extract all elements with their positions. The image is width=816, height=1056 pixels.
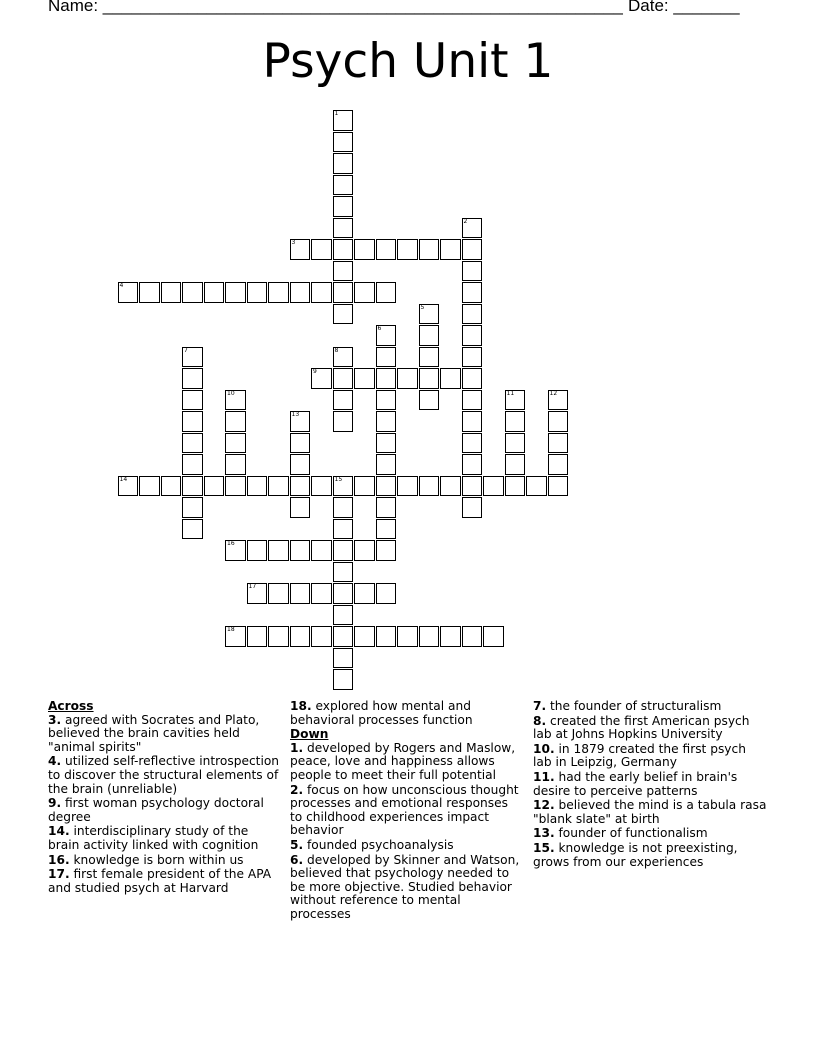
clue-item-number: 17.: [48, 867, 70, 882]
grid-cell[interactable]: [225, 540, 246, 561]
grid-cell[interactable]: [354, 368, 375, 389]
clue-item-text: explored how mental and behavioral processes function: [290, 699, 473, 727]
grid-cell[interactable]: [376, 411, 397, 432]
across-clue-list-continued: [290, 700, 522, 727]
grid-cell[interactable]: [397, 476, 418, 497]
grid-cell[interactable]: [247, 282, 268, 303]
clue-item-text: developed by Skinner and Watson, believed that psychology needed to be more objective. Studied behavior without reference to mental processes: [290, 852, 520, 921]
grid-cell[interactable]: [354, 540, 375, 561]
grid-cell[interactable]: [440, 368, 461, 389]
clue-item: [533, 799, 768, 826]
grid-cell[interactable]: [376, 347, 397, 368]
grid-cell[interactable]: [290, 626, 311, 647]
grid-cell[interactable]: [333, 368, 354, 389]
grid-cell[interactable]: [462, 347, 483, 368]
clue-number: 13: [291, 411, 300, 418]
clue-number: 10: [227, 389, 235, 397]
clue-item-text: in 1879 created the first psych lab in Leipzig, Germany: [533, 741, 746, 770]
grid-cell[interactable]: [268, 476, 289, 497]
clue-number: 8: [334, 346, 339, 354]
grid-cell[interactable]: [419, 368, 440, 389]
grid-cell[interactable]: [333, 153, 354, 174]
grid-cell[interactable]: [333, 110, 354, 131]
grid-cell[interactable]: [462, 325, 483, 346]
grid-cell[interactable]: [311, 368, 332, 389]
grid-cell[interactable]: [204, 282, 225, 303]
grid-cell[interactable]: [376, 282, 397, 303]
clue-item: [48, 825, 280, 852]
grid-cell[interactable]: [483, 626, 504, 647]
clue-number: 18: [227, 626, 235, 633]
clue-number: 7: [184, 346, 188, 354]
grid-cell[interactable]: [118, 282, 139, 303]
grid-cell[interactable]: [505, 454, 526, 475]
grid-cell[interactable]: [333, 626, 354, 647]
grid-cell[interactable]: [182, 347, 203, 368]
grid-cell[interactable]: [419, 626, 440, 647]
grid-cell[interactable]: [182, 519, 203, 540]
clue-item-text: agreed with Socrates and Plato, believed the brain cavities held "animal spirits": [48, 712, 260, 754]
clue-item-number: 16.: [48, 852, 70, 867]
grid-cell[interactable]: [462, 368, 483, 389]
grid-cell[interactable]: [462, 239, 483, 260]
name-field[interactable]: Name: _______________________________________________________: [48, 0, 623, 15]
grid-cell[interactable]: [225, 411, 246, 432]
grid-cell[interactable]: [290, 454, 311, 475]
clue-item-text: first woman psychology doctoral degree: [48, 796, 264, 824]
grid-cell[interactable]: [290, 476, 311, 497]
grid-cell[interactable]: [505, 476, 526, 497]
clue-item-text: founder of functionalism: [554, 826, 708, 841]
grid-cell[interactable]: [462, 282, 483, 303]
clue-item-number: 10.: [533, 741, 555, 756]
grid-cell[interactable]: [419, 304, 440, 325]
grid-cell[interactable]: [483, 476, 504, 497]
grid-cell[interactable]: [247, 626, 268, 647]
grid-cell[interactable]: [462, 411, 483, 432]
clue-item: [533, 842, 768, 869]
grid-cell[interactable]: [333, 175, 354, 196]
grid-cell[interactable]: [161, 476, 182, 497]
clue-item: [533, 743, 768, 770]
clue-item: [48, 854, 280, 868]
grid-cell[interactable]: [354, 583, 375, 604]
grid-cell[interactable]: [505, 411, 526, 432]
grid-cell[interactable]: [548, 433, 569, 454]
clues-column-1: [48, 700, 280, 896]
grid-cell[interactable]: [333, 519, 354, 540]
grid-cell[interactable]: [333, 347, 354, 368]
grid-cell[interactable]: [333, 196, 354, 217]
grid-cell[interactable]: [268, 626, 289, 647]
clue-item-text: the founder of structuralism: [546, 699, 722, 713]
clue-item-number: 12.: [533, 798, 555, 813]
grid-cell[interactable]: [139, 476, 160, 497]
clue-item: [290, 700, 522, 727]
grid-cell[interactable]: [311, 476, 332, 497]
grid-cell[interactable]: [311, 626, 332, 647]
grid-cell[interactable]: [268, 583, 289, 604]
clue-number: 15: [334, 475, 343, 483]
clue-number: 3: [291, 239, 296, 246]
grid-cell[interactable]: [247, 583, 268, 604]
clue-item-text: knowledge is not preexisting, grows from our experiences: [533, 840, 738, 869]
clues-column-2: [290, 700, 522, 923]
clue-item-number: 7.: [533, 699, 547, 713]
clue-item: [48, 868, 280, 895]
page-title: Psych Unit 1: [262, 34, 554, 89]
grid-cell[interactable]: [354, 476, 375, 497]
grid-cell[interactable]: [333, 261, 354, 282]
grid-cell[interactable]: [462, 476, 483, 497]
grid-cell[interactable]: [139, 282, 160, 303]
clue-item-number: 1.: [290, 740, 304, 755]
grid-cell[interactable]: [225, 454, 246, 475]
grid-cell[interactable]: [225, 476, 246, 497]
grid-cell[interactable]: [182, 433, 203, 454]
grid-cell[interactable]: [290, 540, 311, 561]
clue-item: [290, 742, 522, 783]
grid-cell[interactable]: [247, 540, 268, 561]
grid-cell[interactable]: [225, 433, 246, 454]
grid-cell[interactable]: [376, 390, 397, 411]
grid-cell[interactable]: [419, 476, 440, 497]
grid-cell[interactable]: [333, 669, 354, 690]
clue-item-number: 15.: [533, 840, 555, 855]
grid-cell[interactable]: [333, 411, 354, 432]
grid-cell[interactable]: [333, 562, 354, 583]
grid-cell[interactable]: [354, 626, 375, 647]
grid-cell[interactable]: [225, 282, 246, 303]
clue-item-text: believed the mind is a tabula rasa "blank slate" at birth: [533, 798, 767, 826]
grid-cell[interactable]: [505, 390, 526, 411]
grid-cell[interactable]: [333, 304, 354, 325]
clue-item-text: utilized self-reflective introspection to discover the structural elements of the brain (unreliable): [48, 754, 280, 796]
grid-cell[interactable]: [333, 648, 354, 669]
grid-cell[interactable]: [290, 239, 311, 260]
clue-item-number: 6.: [290, 852, 304, 867]
grid-cell[interactable]: [268, 282, 289, 303]
clue-item-text: interdisciplinary study of the brain activity linked with cognition: [48, 824, 259, 852]
grid-cell[interactable]: [548, 390, 569, 411]
clue-item-text: first female president of the APA and studied psych at Harvard: [48, 867, 272, 895]
grid-cell[interactable]: [462, 390, 483, 411]
grid-cell[interactable]: [118, 476, 139, 497]
grid-cell[interactable]: [419, 347, 440, 368]
down-clue-list-continued: [533, 700, 768, 869]
grid-cell[interactable]: [333, 282, 354, 303]
grid-cell[interactable]: [440, 476, 461, 497]
grid-cell[interactable]: [290, 282, 311, 303]
clue-item-number: 5.: [290, 837, 304, 852]
grid-cell[interactable]: [333, 497, 354, 518]
grid-cell[interactable]: [182, 454, 203, 475]
clue-item-text: focus on how unconscious thought processes and emotional responses to childhood experiences impact behavior: [290, 782, 519, 838]
grid-cell[interactable]: [376, 454, 397, 475]
clue-item-number: 14.: [48, 824, 70, 839]
clue-item: [290, 784, 522, 838]
grid-cell[interactable]: [419, 390, 440, 411]
clue-item-number: 8.: [533, 713, 547, 728]
clue-item-text: developed by Rogers and Maslow, peace, love and happiness allows people to meet their full potential: [290, 740, 516, 782]
clue-number: 16: [227, 540, 235, 547]
clue-item-number: 11.: [533, 769, 555, 784]
grid-cell[interactable]: [290, 497, 311, 518]
grid-cell[interactable]: [376, 519, 397, 540]
grid-cell[interactable]: [548, 454, 569, 475]
grid-cell[interactable]: [333, 390, 354, 411]
grid-cell[interactable]: [204, 476, 225, 497]
clue-item-text: founded psychoanalysis: [303, 837, 454, 852]
clue-number: 2: [463, 217, 468, 225]
grid-cell[interactable]: [462, 497, 483, 518]
grid-cell[interactable]: [397, 368, 418, 389]
clue-item: [48, 797, 280, 824]
grid-cell[interactable]: [440, 626, 461, 647]
grid-cell[interactable]: [376, 239, 397, 260]
grid-cell[interactable]: [419, 239, 440, 260]
clue-item-number: 2.: [290, 782, 304, 797]
grid-cell[interactable]: [182, 411, 203, 432]
grid-cell[interactable]: [376, 368, 397, 389]
clue-number: 4: [119, 282, 124, 289]
grid-cell[interactable]: [333, 218, 354, 239]
clue-item-number: 3.: [48, 712, 62, 727]
grid-cell[interactable]: [311, 540, 332, 561]
grid-cell[interactable]: [182, 368, 203, 389]
grid-cell[interactable]: [311, 583, 332, 604]
grid-cell[interactable]: [333, 540, 354, 561]
grid-cell[interactable]: [376, 325, 397, 346]
grid-cell[interactable]: [376, 540, 397, 561]
clue-item: [290, 839, 522, 853]
clue-number: 9: [313, 368, 317, 375]
clue-number: 14: [119, 475, 128, 483]
clue-number: 6: [377, 325, 382, 332]
clue-item-text: knowledge is born within us: [69, 852, 244, 867]
grid-cell[interactable]: [354, 282, 375, 303]
clue-item: [533, 700, 768, 714]
clue-item-number: 9.: [48, 796, 62, 811]
clue-number: 11: [506, 389, 515, 397]
clue-item-text: created the first American psych lab at Johns Hopkins University: [533, 713, 750, 742]
grid-cell[interactable]: [182, 390, 203, 411]
grid-cell[interactable]: [376, 476, 397, 497]
clue-item: [533, 827, 768, 841]
across-heading: Across: [48, 699, 94, 713]
grid-cell[interactable]: [462, 304, 483, 325]
clue-number: 5: [420, 303, 425, 311]
grid-cell[interactable]: [526, 476, 547, 497]
grid-cell[interactable]: [311, 282, 332, 303]
grid-cell[interactable]: [462, 626, 483, 647]
clue-item: [533, 715, 768, 742]
grid-cell[interactable]: [182, 282, 203, 303]
grid-cell[interactable]: [268, 540, 289, 561]
grid-cell[interactable]: [182, 497, 203, 518]
clue-item-number: 18.: [290, 699, 312, 713]
date-field[interactable]: Date: _______: [628, 0, 740, 15]
grid-cell[interactable]: [462, 454, 483, 475]
grid-cell[interactable]: [290, 583, 311, 604]
clue-number: 17: [248, 583, 257, 590]
clue-item: [48, 714, 280, 755]
clue-item: [290, 854, 522, 922]
grid-cell[interactable]: [505, 433, 526, 454]
grid-cell[interactable]: [376, 626, 397, 647]
grid-cell[interactable]: [419, 325, 440, 346]
grid-cell[interactable]: [462, 433, 483, 454]
clue-number: 12: [549, 389, 558, 397]
grid-cell[interactable]: [397, 239, 418, 260]
clues-column-3: [533, 700, 768, 870]
clue-item-number: 13.: [533, 826, 555, 841]
grid-cell[interactable]: [290, 411, 311, 432]
grid-cell[interactable]: [290, 433, 311, 454]
across-clue-list: [48, 714, 280, 896]
grid-cell[interactable]: [333, 605, 354, 626]
clue-item-number: 4.: [48, 754, 62, 769]
grid-cell[interactable]: [440, 239, 461, 260]
grid-cell[interactable]: [311, 239, 332, 260]
grid-cell[interactable]: [397, 626, 418, 647]
grid-cell[interactable]: [462, 218, 483, 239]
down-heading: Down: [290, 727, 329, 742]
grid-cell[interactable]: [376, 497, 397, 518]
grid-cell[interactable]: [376, 433, 397, 454]
grid-cell[interactable]: [225, 626, 246, 647]
grid-cell[interactable]: [354, 239, 375, 260]
clue-item-text: had the early belief in brain's desire to perceive patterns: [533, 769, 738, 798]
grid-cell[interactable]: [333, 132, 354, 153]
grid-cell[interactable]: [161, 282, 182, 303]
down-clue-list: [290, 742, 522, 922]
clue-item: [533, 771, 768, 798]
grid-cell[interactable]: [333, 583, 354, 604]
grid-cell[interactable]: [548, 411, 569, 432]
grid-cell[interactable]: [333, 476, 354, 497]
grid-cell[interactable]: [247, 476, 268, 497]
clue-item: [48, 755, 280, 796]
grid-cell[interactable]: [462, 261, 483, 282]
grid-cell[interactable]: [376, 583, 397, 604]
clue-number: 1: [334, 110, 339, 117]
grid-cell[interactable]: [548, 476, 569, 497]
grid-cell[interactable]: [333, 239, 354, 260]
grid-cell[interactable]: [182, 476, 203, 497]
grid-cell[interactable]: [225, 390, 246, 411]
